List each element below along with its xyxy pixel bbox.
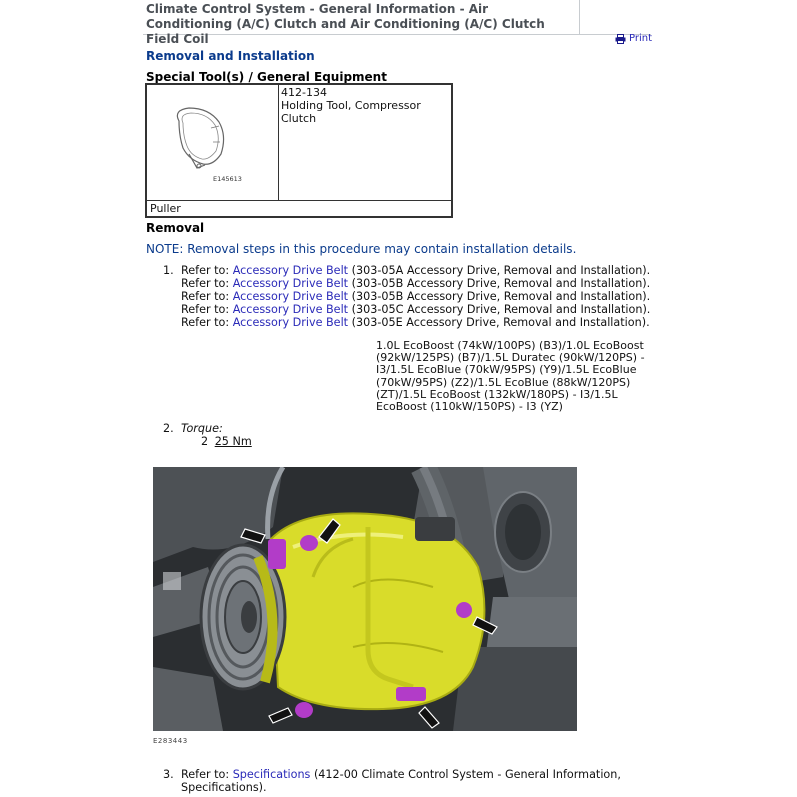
tool-number: 412-134 xyxy=(281,86,327,99)
printer-icon xyxy=(615,34,626,44)
ref-line xyxy=(181,303,650,316)
illustration-code: E283443 xyxy=(153,737,188,745)
bolt-callout-top xyxy=(300,535,318,551)
specifications-link[interactable]: Specifications xyxy=(232,768,311,781)
tool-name: Holding Tool, Compressor Clutch xyxy=(281,99,421,125)
ref-prefix: Refer to: xyxy=(181,768,230,781)
ref-line xyxy=(181,264,650,277)
ref-prefix: Refer to: xyxy=(181,303,230,316)
step-3-text xyxy=(181,768,621,794)
ref-suffix: (303-05B Accessory Drive, Removal and Installation). xyxy=(351,277,651,290)
step-2-number: 2. xyxy=(163,422,174,435)
special-tools-heading: Special Tool(s) / General Equipment xyxy=(146,70,387,84)
page-title: Climate Control System - General Information - Air Conditioning (A/C) Clutch and Air Conditioning (A/C) Clutch Field Coil xyxy=(146,2,545,46)
ref-prefix: Refer to: xyxy=(181,290,230,303)
ref-suffix: (412-00 Climate Control System - General Information, Specifications). xyxy=(181,768,621,794)
step-1-refs xyxy=(181,264,650,329)
bolt-callout-bottom xyxy=(295,702,313,718)
ref-prefix: Refer to: xyxy=(181,264,230,277)
accessory-drive-belt-link[interactable]: Accessory Drive Belt xyxy=(232,316,349,329)
ref-line xyxy=(181,316,650,329)
ref-prefix: Refer to: xyxy=(181,316,230,329)
engine-applicability: 1.0L EcoBoost (74kW/100PS) (B3)/1.0L EcoBoost (92kW/125PS) (B7)/1.5L Duratec (90kW/120PS) - I3/1.5L EcoBlue (70kW/95PS) (Y9)/1.5L EcoBlue (70kW/95PS) (Z2)/1.5L EcoBlue (88kW/120PS) (ZT)/1.5L EcoBoost (132kW/180PS) - I3/1.5L EcoBoost (110kW/150PS) - I3 (YZ) xyxy=(376,339,645,414)
step-3-number: 3. xyxy=(163,768,174,781)
connector-callout-left xyxy=(268,539,286,569)
compressor-illustration xyxy=(153,467,577,731)
ref-suffix: (303-05A Accessory Drive, Removal and Installation). xyxy=(351,264,651,277)
ref-line xyxy=(181,277,650,290)
special-tools-table xyxy=(145,83,453,218)
ref-suffix: (303-05B Accessory Drive, Removal and Installation). xyxy=(351,290,651,303)
title-side-cell xyxy=(579,0,651,35)
print-label: Print xyxy=(629,33,653,44)
removal-heading: Removal xyxy=(146,221,205,235)
torque-value: 25 Nm xyxy=(214,435,252,448)
tool-image-cell xyxy=(146,84,279,201)
removal-installation-heading: Removal and Installation xyxy=(146,49,315,63)
ref-prefix: Refer to: xyxy=(181,277,230,290)
ref-line xyxy=(181,290,650,303)
bolt-callout-right xyxy=(456,602,472,618)
accessory-drive-belt-link[interactable]: Accessory Drive Belt xyxy=(232,277,349,290)
print-button[interactable] xyxy=(615,33,652,44)
equipment-name: Puller xyxy=(150,202,181,215)
tool-image-code: E145613 xyxy=(213,175,242,183)
accessory-drive-belt-link[interactable]: Accessory Drive Belt xyxy=(232,290,349,303)
torque-line xyxy=(201,435,252,448)
holding-tool-image xyxy=(149,86,276,186)
ref-suffix: (303-05E Accessory Drive, Removal and Installation). xyxy=(351,316,650,329)
equipment-cell xyxy=(146,201,452,218)
step-1-number: 1. xyxy=(163,264,174,277)
accessory-drive-belt-link[interactable]: Accessory Drive Belt xyxy=(232,303,349,316)
tool-description-cell xyxy=(279,84,453,201)
note-text: NOTE: Removal steps in this procedure may contain installation details. xyxy=(146,242,577,256)
torque-label: Torque: xyxy=(181,422,223,435)
connector-callout-bottom xyxy=(396,687,426,701)
torque-count: 2 xyxy=(201,435,209,448)
accessory-drive-belt-link[interactable]: Accessory Drive Belt xyxy=(232,264,349,277)
ref-suffix: (303-05C Accessory Drive, Removal and Installation). xyxy=(351,303,651,316)
